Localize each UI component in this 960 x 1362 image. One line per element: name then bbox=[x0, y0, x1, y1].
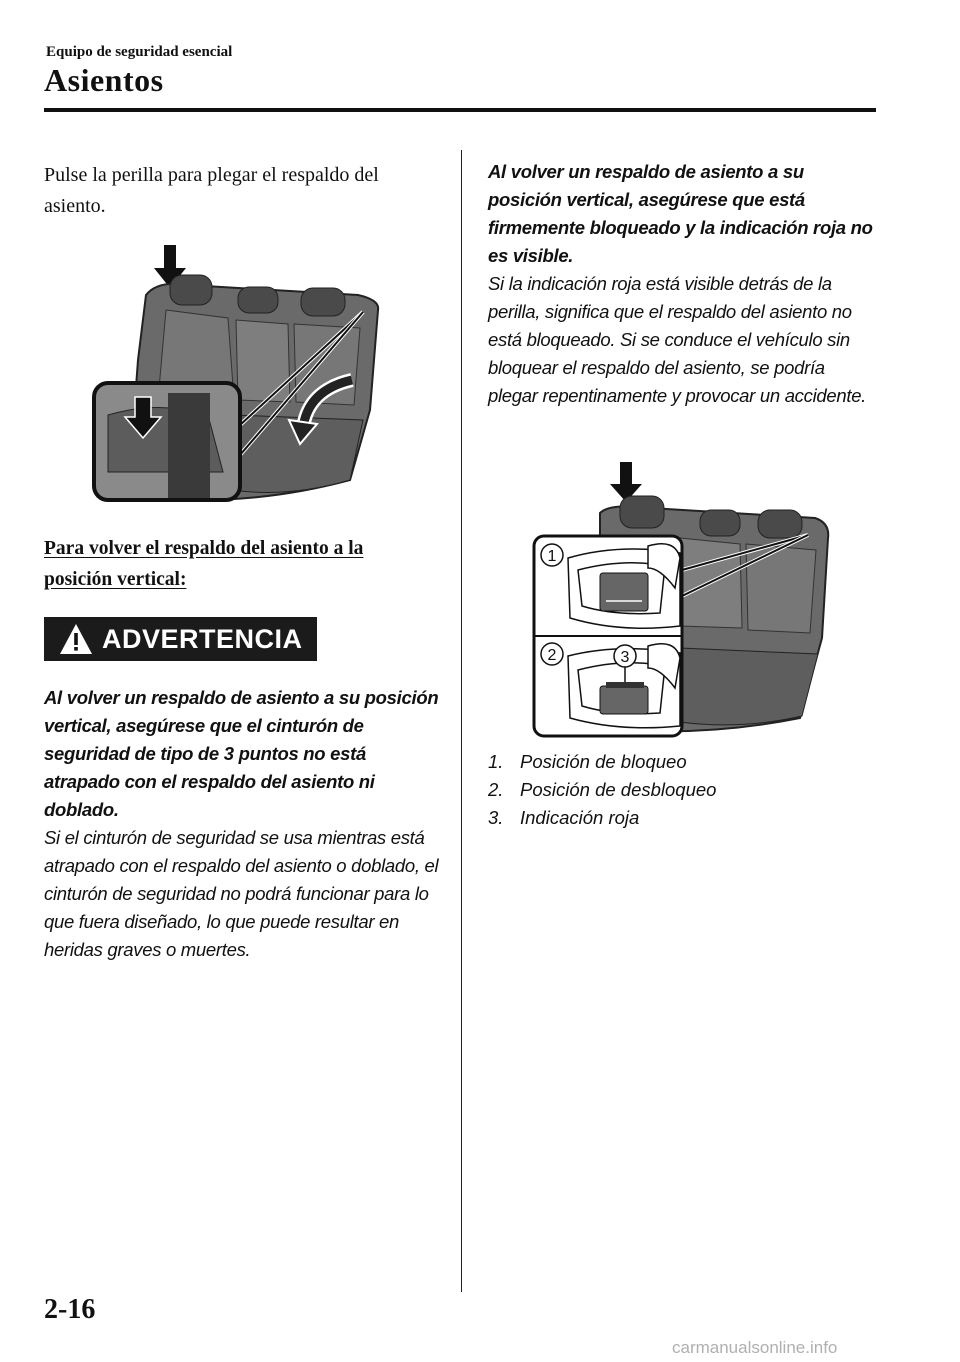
svg-text:2: 2 bbox=[547, 647, 557, 664]
red-indicator-mark bbox=[606, 682, 644, 688]
column-divider bbox=[461, 150, 462, 1292]
callout-1 bbox=[541, 544, 563, 566]
svg-text:3: 3 bbox=[620, 649, 630, 666]
seat-fold-illustration bbox=[88, 240, 388, 505]
inset-belt bbox=[168, 393, 210, 498]
warning-body-right: Si la indicación roja está visible detrás de la perilla, significa que el respaldo del asiento no está bloqueado. Si se conduce el vehículo sin bloquear el respaldo del asiento, se podría plegar repentinamente y provocar un accidente. bbox=[488, 273, 867, 406]
intro-paragraph: Pulse la perilla para plegar el respaldo del asiento. bbox=[44, 164, 379, 217]
warning-body-left: Si el cinturón de seguridad se usa mientras está atrapado con el respaldo del asiento o doblado, el cinturón de seguridad no podrá funcionar para lo que fuera diseñado, lo que puede resultar en heridas graves o muertes. bbox=[44, 827, 439, 960]
footer-watermark-url: carmanualsonline.info bbox=[672, 1338, 838, 1357]
seat-cushion bbox=[680, 648, 818, 725]
page-number: 2-16 bbox=[44, 1294, 96, 1325]
warning-bold-left: Al volver un respaldo de asiento a su posición vertical, asegúrese que el cinturón de seguridad de tipo de 3 puntos no está atrapado con el respaldo del asiento ni doblado. bbox=[44, 687, 439, 820]
warning-label: ADVERTENCIA bbox=[102, 623, 303, 654]
headrest-center bbox=[238, 287, 278, 313]
list-item: 2. Posición de desbloqueo bbox=[488, 779, 717, 800]
warning-text-left bbox=[44, 684, 444, 964]
section-label: Equipo de seguridad esencial bbox=[46, 44, 233, 60]
warning-banner bbox=[44, 617, 317, 661]
warning-triangle-icon bbox=[58, 622, 94, 656]
list-item: 3. Indicación roja bbox=[488, 807, 640, 828]
list-item: 1. Posición de bloqueo bbox=[488, 751, 687, 772]
callout-3 bbox=[614, 645, 636, 667]
subheading: Para volver el respaldo del asiento a la posición vertical: bbox=[44, 538, 364, 590]
red-indicator-illustration bbox=[530, 458, 842, 740]
headrest-left bbox=[170, 275, 212, 305]
legend-list bbox=[488, 748, 868, 832]
warning-bold-right: Al volver un respaldo de asiento a su posición vertical, asegúrese que está firmemente bloqueado y la indicación roja no es visible. bbox=[488, 161, 873, 266]
page-title: Asientos bbox=[44, 62, 164, 98]
title-rule bbox=[44, 108, 876, 112]
headrest-left bbox=[620, 496, 664, 528]
svg-text:1: 1 bbox=[547, 548, 557, 565]
backrest-panel-center bbox=[236, 320, 290, 402]
headrest-center bbox=[700, 510, 740, 536]
headrest-right bbox=[758, 510, 802, 538]
callout-2 bbox=[541, 643, 563, 665]
warning-text-right bbox=[488, 158, 878, 410]
headrest-right bbox=[301, 288, 345, 316]
